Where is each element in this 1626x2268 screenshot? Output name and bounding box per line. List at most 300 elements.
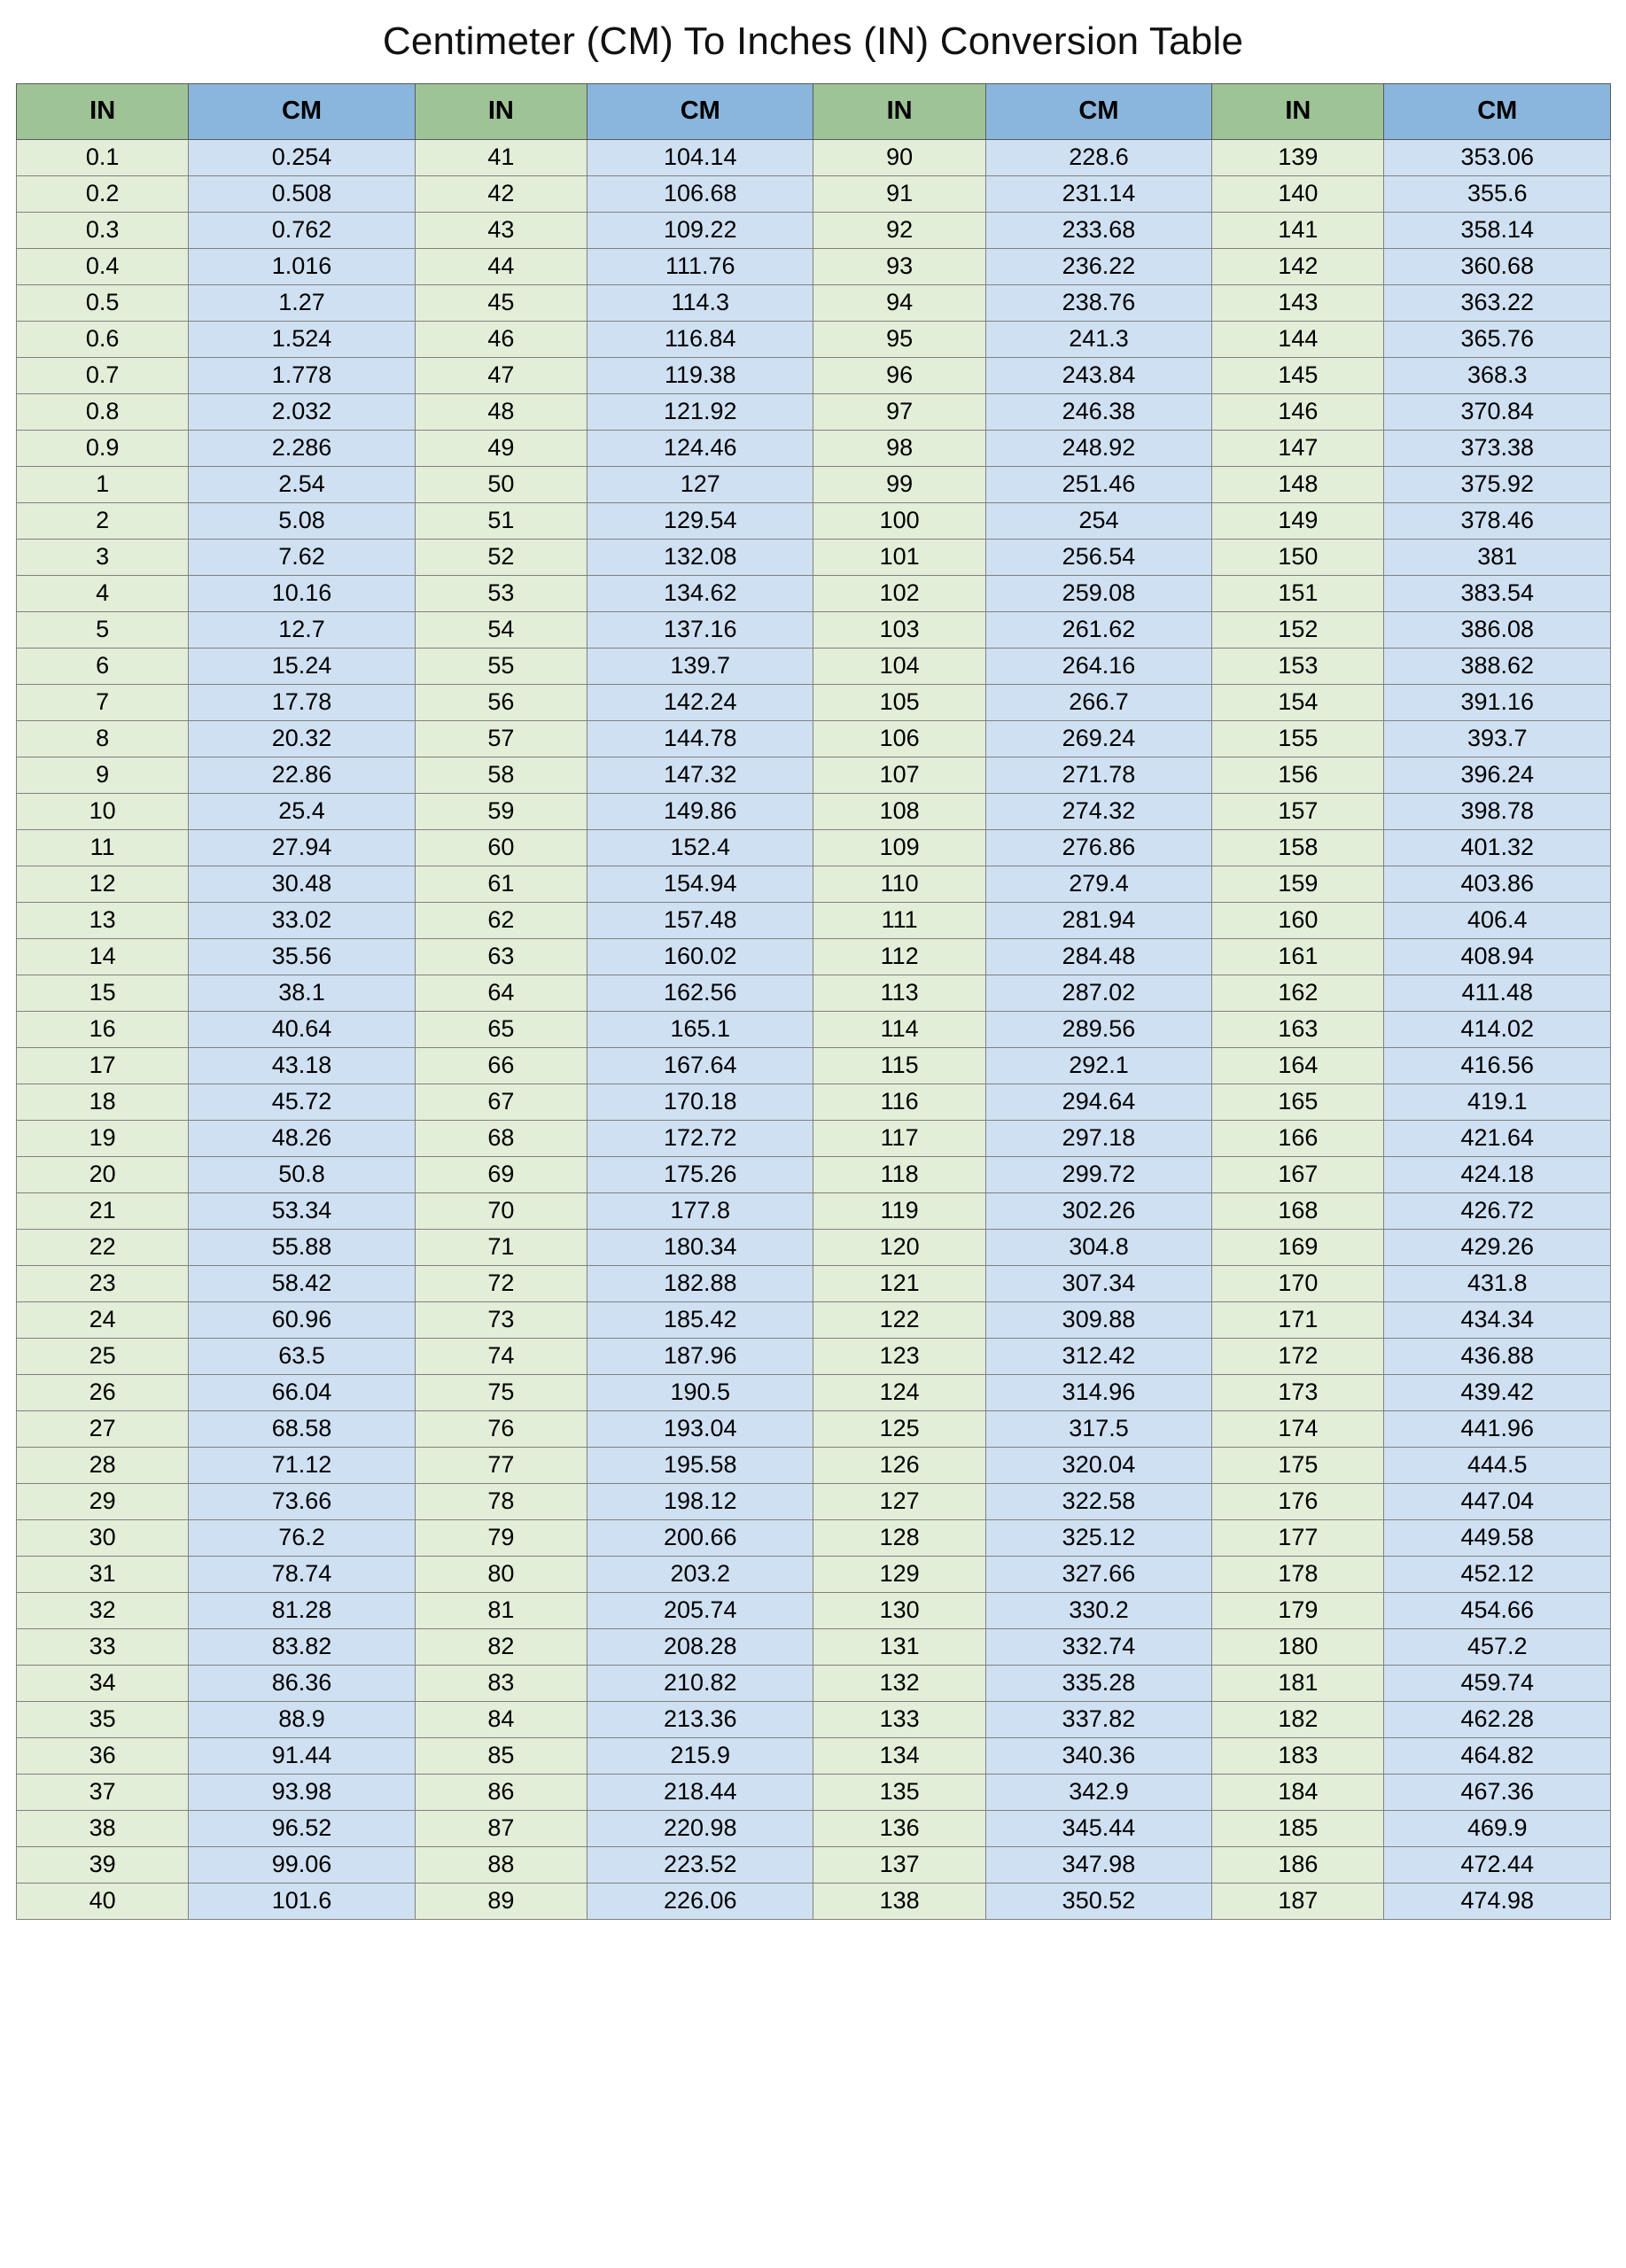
cell-cm-4: 414.02: [1384, 1012, 1611, 1048]
cell-in-3: 95: [813, 322, 985, 358]
cell-cm-4: 353.06: [1384, 140, 1611, 176]
cell-cm-3: 231.14: [985, 176, 1211, 213]
cell-cm-3: 302.26: [985, 1193, 1211, 1230]
cell-cm-2: 109.22: [587, 213, 813, 249]
cell-cm-3: 281.94: [985, 903, 1211, 939]
cell-in-2: 50: [415, 467, 587, 503]
cell-in-1: 7: [17, 685, 189, 721]
cell-cm-1: 17.78: [189, 685, 415, 721]
cell-in-3: 103: [813, 612, 985, 649]
cell-in-1: 27: [17, 1411, 189, 1448]
cell-in-1: 20: [17, 1157, 189, 1193]
cell-in-1: 24: [17, 1302, 189, 1339]
cell-in-4: 173: [1212, 1375, 1384, 1411]
cell-cm-4: 464.82: [1384, 1738, 1611, 1775]
table-row: [17, 1557, 1611, 1593]
cell-cm-2: 154.94: [587, 866, 813, 903]
table-row: [17, 1302, 1611, 1339]
cell-in-2: 63: [415, 939, 587, 975]
cell-cm-2: 182.88: [587, 1266, 813, 1302]
cell-cm-1: 10.16: [189, 576, 415, 612]
cell-in-1: 0.8: [17, 394, 189, 431]
cell-cm-2: 220.98: [587, 1811, 813, 1847]
cell-cm-3: 276.86: [985, 830, 1211, 866]
cell-in-3: 111: [813, 903, 985, 939]
cell-in-3: 126: [813, 1448, 985, 1484]
cell-cm-2: 193.04: [587, 1411, 813, 1448]
table-row: [17, 1448, 1611, 1484]
cell-cm-3: 236.22: [985, 249, 1211, 285]
table-row: [17, 1666, 1611, 1702]
cell-in-2: 43: [415, 213, 587, 249]
cell-cm-4: 388.62: [1384, 649, 1611, 685]
cell-in-1: 36: [17, 1738, 189, 1775]
cell-in-2: 53: [415, 576, 587, 612]
cell-in-4: 149: [1212, 503, 1384, 540]
cell-in-3: 108: [813, 794, 985, 830]
cell-cm-1: 0.508: [189, 176, 415, 213]
cell-in-3: 135: [813, 1775, 985, 1811]
cell-in-3: 124: [813, 1375, 985, 1411]
cell-in-1: 0.7: [17, 358, 189, 394]
cell-cm-3: 279.4: [985, 866, 1211, 903]
cell-in-3: 97: [813, 394, 985, 431]
cell-in-1: 28: [17, 1448, 189, 1484]
cell-cm-3: 299.72: [985, 1157, 1211, 1193]
cell-in-2: 82: [415, 1629, 587, 1666]
cell-in-2: 64: [415, 975, 587, 1012]
cell-in-4: 144: [1212, 322, 1384, 358]
cell-in-4: 141: [1212, 213, 1384, 249]
cell-in-4: 165: [1212, 1084, 1384, 1121]
cell-in-3: 122: [813, 1302, 985, 1339]
cell-in-3: 118: [813, 1157, 985, 1193]
cell-cm-3: 350.52: [985, 1884, 1211, 1920]
cell-cm-2: 165.1: [587, 1012, 813, 1048]
cell-cm-4: 441.96: [1384, 1411, 1611, 1448]
cell-cm-2: 144.78: [587, 721, 813, 757]
cell-cm-3: 251.46: [985, 467, 1211, 503]
cell-cm-1: 2.032: [189, 394, 415, 431]
cell-cm-3: 297.18: [985, 1121, 1211, 1157]
cell-cm-1: 86.36: [189, 1666, 415, 1702]
cell-in-2: 81: [415, 1593, 587, 1629]
cell-in-4: 154: [1212, 685, 1384, 721]
cell-in-1: 9: [17, 757, 189, 794]
cell-in-2: 87: [415, 1811, 587, 1847]
table-row: [17, 830, 1611, 866]
cell-cm-1: 96.52: [189, 1811, 415, 1847]
cell-in-4: 175: [1212, 1448, 1384, 1484]
cell-cm-4: 375.92: [1384, 467, 1611, 503]
cell-in-2: 49: [415, 431, 587, 467]
cell-cm-2: 180.34: [587, 1230, 813, 1266]
cell-in-2: 86: [415, 1775, 587, 1811]
cell-cm-2: 116.84: [587, 322, 813, 358]
cell-cm-1: 0.254: [189, 140, 415, 176]
cell-cm-4: 393.7: [1384, 721, 1611, 757]
cell-cm-3: 233.68: [985, 213, 1211, 249]
cell-in-1: 0.1: [17, 140, 189, 176]
cell-cm-3: 330.2: [985, 1593, 1211, 1629]
cell-in-2: 41: [415, 140, 587, 176]
cell-cm-2: 132.08: [587, 540, 813, 576]
cell-cm-4: 452.12: [1384, 1557, 1611, 1593]
cell-cm-4: 411.48: [1384, 975, 1611, 1012]
table-row: [17, 1520, 1611, 1557]
cell-cm-2: 106.68: [587, 176, 813, 213]
table-row: [17, 1702, 1611, 1738]
cell-in-2: 65: [415, 1012, 587, 1048]
cell-in-3: 94: [813, 285, 985, 322]
cell-cm-4: 368.3: [1384, 358, 1611, 394]
cell-cm-1: 1.778: [189, 358, 415, 394]
cell-cm-2: 152.4: [587, 830, 813, 866]
cell-cm-2: 167.64: [587, 1048, 813, 1084]
cell-in-4: 186: [1212, 1847, 1384, 1884]
table-row: [17, 503, 1611, 540]
cell-cm-3: 243.84: [985, 358, 1211, 394]
cell-in-4: 177: [1212, 1520, 1384, 1557]
cell-cm-1: 78.74: [189, 1557, 415, 1593]
cell-in-2: 80: [415, 1557, 587, 1593]
table-row: [17, 1593, 1611, 1629]
cell-cm-4: 358.14: [1384, 213, 1611, 249]
table-row: [17, 903, 1611, 939]
cell-cm-1: 43.18: [189, 1048, 415, 1084]
cell-cm-1: 91.44: [189, 1738, 415, 1775]
cell-in-3: 127: [813, 1484, 985, 1520]
cell-cm-4: 383.54: [1384, 576, 1611, 612]
cell-in-4: 160: [1212, 903, 1384, 939]
cell-cm-2: 172.72: [587, 1121, 813, 1157]
cell-in-1: 25: [17, 1339, 189, 1375]
cell-cm-1: 35.56: [189, 939, 415, 975]
conversion-table: [16, 83, 1611, 1920]
cell-in-3: 137: [813, 1847, 985, 1884]
cell-in-3: 109: [813, 830, 985, 866]
cell-in-3: 116: [813, 1084, 985, 1121]
cell-cm-1: 20.32: [189, 721, 415, 757]
cell-in-1: 26: [17, 1375, 189, 1411]
cell-in-2: 62: [415, 903, 587, 939]
cell-cm-4: 403.86: [1384, 866, 1611, 903]
cell-cm-2: 129.54: [587, 503, 813, 540]
cell-in-3: 120: [813, 1230, 985, 1266]
cell-cm-1: 0.762: [189, 213, 415, 249]
cell-cm-1: 60.96: [189, 1302, 415, 1339]
cell-cm-1: 63.5: [189, 1339, 415, 1375]
cell-in-3: 112: [813, 939, 985, 975]
column-header-cm-4: CM: [1384, 84, 1611, 140]
cell-in-3: 104: [813, 649, 985, 685]
cell-in-1: 11: [17, 830, 189, 866]
cell-cm-4: 454.66: [1384, 1593, 1611, 1629]
cell-cm-4: 398.78: [1384, 794, 1611, 830]
cell-in-4: 178: [1212, 1557, 1384, 1593]
column-header-cm-2: CM: [587, 84, 813, 140]
cell-in-1: 13: [17, 903, 189, 939]
cell-cm-3: 317.5: [985, 1411, 1211, 1448]
cell-cm-3: 287.02: [985, 975, 1211, 1012]
cell-cm-1: 2.54: [189, 467, 415, 503]
cell-in-3: 107: [813, 757, 985, 794]
cell-cm-4: 360.68: [1384, 249, 1611, 285]
cell-in-4: 146: [1212, 394, 1384, 431]
cell-cm-4: 416.56: [1384, 1048, 1611, 1084]
cell-in-1: 0.3: [17, 213, 189, 249]
cell-in-3: 105: [813, 685, 985, 721]
cell-in-1: 12: [17, 866, 189, 903]
cell-cm-1: 99.06: [189, 1847, 415, 1884]
cell-in-3: 102: [813, 576, 985, 612]
cell-in-4: 166: [1212, 1121, 1384, 1157]
cell-cm-4: 467.36: [1384, 1775, 1611, 1811]
cell-in-2: 67: [415, 1084, 587, 1121]
cell-in-2: 83: [415, 1666, 587, 1702]
cell-in-1: 0.6: [17, 322, 189, 358]
cell-in-2: 88: [415, 1847, 587, 1884]
cell-cm-3: 254: [985, 503, 1211, 540]
cell-cm-2: 121.92: [587, 394, 813, 431]
cell-in-3: 90: [813, 140, 985, 176]
cell-in-4: 179: [1212, 1593, 1384, 1629]
cell-in-4: 171: [1212, 1302, 1384, 1339]
cell-cm-3: 314.96: [985, 1375, 1211, 1411]
cell-cm-4: 401.32: [1384, 830, 1611, 866]
cell-cm-1: 1.016: [189, 249, 415, 285]
cell-in-4: 140: [1212, 176, 1384, 213]
cell-cm-2: 124.46: [587, 431, 813, 467]
cell-in-2: 76: [415, 1411, 587, 1448]
cell-in-2: 78: [415, 1484, 587, 1520]
cell-cm-4: 355.6: [1384, 176, 1611, 213]
cell-in-4: 150: [1212, 540, 1384, 576]
column-header-cm-1: CM: [189, 84, 415, 140]
cell-in-2: 55: [415, 649, 587, 685]
column-header-in-3: IN: [813, 84, 985, 140]
cell-in-3: 125: [813, 1411, 985, 1448]
cell-cm-2: 215.9: [587, 1738, 813, 1775]
cell-in-2: 69: [415, 1157, 587, 1193]
cell-in-3: 100: [813, 503, 985, 540]
cell-cm-2: 203.2: [587, 1557, 813, 1593]
cell-cm-2: 160.02: [587, 939, 813, 975]
cell-in-4: 156: [1212, 757, 1384, 794]
table-row: [17, 322, 1611, 358]
cell-cm-2: 175.26: [587, 1157, 813, 1193]
page-title: Centimeter (CM) To Inches (IN) Conversion Table: [382, 19, 1244, 63]
cell-in-1: 15: [17, 975, 189, 1012]
cell-in-2: 77: [415, 1448, 587, 1484]
cell-in-1: 4: [17, 576, 189, 612]
cell-in-2: 48: [415, 394, 587, 431]
table-row: [17, 612, 1611, 649]
cell-in-1: 6: [17, 649, 189, 685]
cell-cm-1: 30.48: [189, 866, 415, 903]
cell-cm-2: 218.44: [587, 1775, 813, 1811]
cell-in-4: 147: [1212, 431, 1384, 467]
cell-cm-1: 101.6: [189, 1884, 415, 1920]
cell-in-1: 14: [17, 939, 189, 975]
cell-cm-4: 434.34: [1384, 1302, 1611, 1339]
cell-cm-1: 58.42: [189, 1266, 415, 1302]
cell-in-1: 17: [17, 1048, 189, 1084]
cell-in-3: 98: [813, 431, 985, 467]
cell-in-3: 129: [813, 1557, 985, 1593]
column-header-in-1: IN: [17, 84, 189, 140]
cell-cm-1: 66.04: [189, 1375, 415, 1411]
cell-cm-1: 53.34: [189, 1193, 415, 1230]
table-row: [17, 285, 1611, 322]
cell-cm-3: 246.38: [985, 394, 1211, 431]
table-row: [17, 213, 1611, 249]
table-row: [17, 394, 1611, 431]
cell-in-1: 0.4: [17, 249, 189, 285]
cell-cm-1: 5.08: [189, 503, 415, 540]
cell-cm-4: 431.8: [1384, 1266, 1611, 1302]
cell-cm-3: 256.54: [985, 540, 1211, 576]
cell-in-1: 34: [17, 1666, 189, 1702]
cell-cm-3: 327.66: [985, 1557, 1211, 1593]
cell-cm-2: 200.66: [587, 1520, 813, 1557]
cell-cm-4: 406.4: [1384, 903, 1611, 939]
table-row: [17, 1339, 1611, 1375]
cell-cm-2: 149.86: [587, 794, 813, 830]
cell-in-1: 16: [17, 1012, 189, 1048]
cell-cm-3: 347.98: [985, 1847, 1211, 1884]
cell-in-4: 187: [1212, 1884, 1384, 1920]
cell-in-3: 138: [813, 1884, 985, 1920]
cell-in-3: 93: [813, 249, 985, 285]
cell-in-1: 21: [17, 1193, 189, 1230]
cell-in-2: 47: [415, 358, 587, 394]
cell-in-2: 70: [415, 1193, 587, 1230]
column-header-in-4: IN: [1212, 84, 1384, 140]
cell-cm-1: 15.24: [189, 649, 415, 685]
cell-cm-1: 25.4: [189, 794, 415, 830]
table-row: [17, 1738, 1611, 1775]
cell-in-3: 130: [813, 1593, 985, 1629]
cell-cm-3: 307.34: [985, 1266, 1211, 1302]
cell-cm-2: 190.5: [587, 1375, 813, 1411]
cell-in-1: 30: [17, 1520, 189, 1557]
cell-in-2: 44: [415, 249, 587, 285]
cell-in-3: 110: [813, 866, 985, 903]
table-row: [17, 1230, 1611, 1266]
cell-cm-2: 177.8: [587, 1193, 813, 1230]
cell-in-1: 38: [17, 1811, 189, 1847]
table-row: [17, 1775, 1611, 1811]
cell-in-4: 157: [1212, 794, 1384, 830]
cell-cm-2: 111.76: [587, 249, 813, 285]
cell-in-1: 23: [17, 1266, 189, 1302]
cell-cm-4: 474.98: [1384, 1884, 1611, 1920]
cell-in-2: 54: [415, 612, 587, 649]
table-row: [17, 540, 1611, 576]
cell-cm-1: 38.1: [189, 975, 415, 1012]
cell-cm-4: 381: [1384, 540, 1611, 576]
table-row: [17, 975, 1611, 1012]
cell-in-3: 131: [813, 1629, 985, 1666]
table-row: [17, 576, 1611, 612]
cell-in-2: 59: [415, 794, 587, 830]
cell-cm-2: 187.96: [587, 1339, 813, 1375]
cell-cm-3: 269.24: [985, 721, 1211, 757]
cell-cm-3: 284.48: [985, 939, 1211, 975]
table-row: [17, 1012, 1611, 1048]
cell-cm-1: 83.82: [189, 1629, 415, 1666]
cell-cm-4: 419.1: [1384, 1084, 1611, 1121]
cell-in-4: 181: [1212, 1666, 1384, 1702]
cell-cm-4: 429.26: [1384, 1230, 1611, 1266]
cell-cm-2: 223.52: [587, 1847, 813, 1884]
cell-in-3: 119: [813, 1193, 985, 1230]
cell-cm-4: 373.38: [1384, 431, 1611, 467]
table-row: [17, 794, 1611, 830]
cell-in-2: 52: [415, 540, 587, 576]
cell-cm-1: 40.64: [189, 1012, 415, 1048]
cell-cm-3: 289.56: [985, 1012, 1211, 1048]
table-row: [17, 1266, 1611, 1302]
table-row: [17, 1084, 1611, 1121]
cell-in-4: 161: [1212, 939, 1384, 975]
cell-cm-3: 335.28: [985, 1666, 1211, 1702]
cell-cm-3: 322.58: [985, 1484, 1211, 1520]
cell-in-4: 139: [1212, 140, 1384, 176]
cell-in-4: 145: [1212, 358, 1384, 394]
cell-cm-3: 309.88: [985, 1302, 1211, 1339]
cell-cm-3: 337.82: [985, 1702, 1211, 1738]
cell-in-2: 84: [415, 1702, 587, 1738]
cell-cm-4: 449.58: [1384, 1520, 1611, 1557]
cell-cm-4: 469.9: [1384, 1811, 1611, 1847]
cell-in-1: 35: [17, 1702, 189, 1738]
cell-cm-3: 312.42: [985, 1339, 1211, 1375]
cell-cm-4: 457.2: [1384, 1629, 1611, 1666]
cell-in-3: 101: [813, 540, 985, 576]
cell-in-2: 51: [415, 503, 587, 540]
cell-cm-2: 210.82: [587, 1666, 813, 1702]
table-row: [17, 1375, 1611, 1411]
cell-in-2: 68: [415, 1121, 587, 1157]
cell-in-3: 136: [813, 1811, 985, 1847]
cell-in-4: 155: [1212, 721, 1384, 757]
cell-in-1: 10: [17, 794, 189, 830]
cell-in-4: 169: [1212, 1230, 1384, 1266]
cell-cm-1: 55.88: [189, 1230, 415, 1266]
cell-in-2: 71: [415, 1230, 587, 1266]
cell-in-1: 5: [17, 612, 189, 649]
cell-cm-3: 294.64: [985, 1084, 1211, 1121]
cell-cm-1: 22.86: [189, 757, 415, 794]
cell-cm-2: 137.16: [587, 612, 813, 649]
cell-cm-3: 266.7: [985, 685, 1211, 721]
cell-in-1: 0.9: [17, 431, 189, 467]
cell-cm-1: 81.28: [189, 1593, 415, 1629]
cell-cm-3: 304.8: [985, 1230, 1211, 1266]
cell-cm-4: 421.64: [1384, 1121, 1611, 1157]
cell-cm-3: 342.9: [985, 1775, 1211, 1811]
cell-in-4: 153: [1212, 649, 1384, 685]
table-row: [17, 939, 1611, 975]
cell-cm-1: 7.62: [189, 540, 415, 576]
cell-cm-1: 93.98: [189, 1775, 415, 1811]
table-row: [17, 685, 1611, 721]
cell-cm-2: 195.58: [587, 1448, 813, 1484]
cell-cm-1: 12.7: [189, 612, 415, 649]
cell-cm-2: 170.18: [587, 1084, 813, 1121]
